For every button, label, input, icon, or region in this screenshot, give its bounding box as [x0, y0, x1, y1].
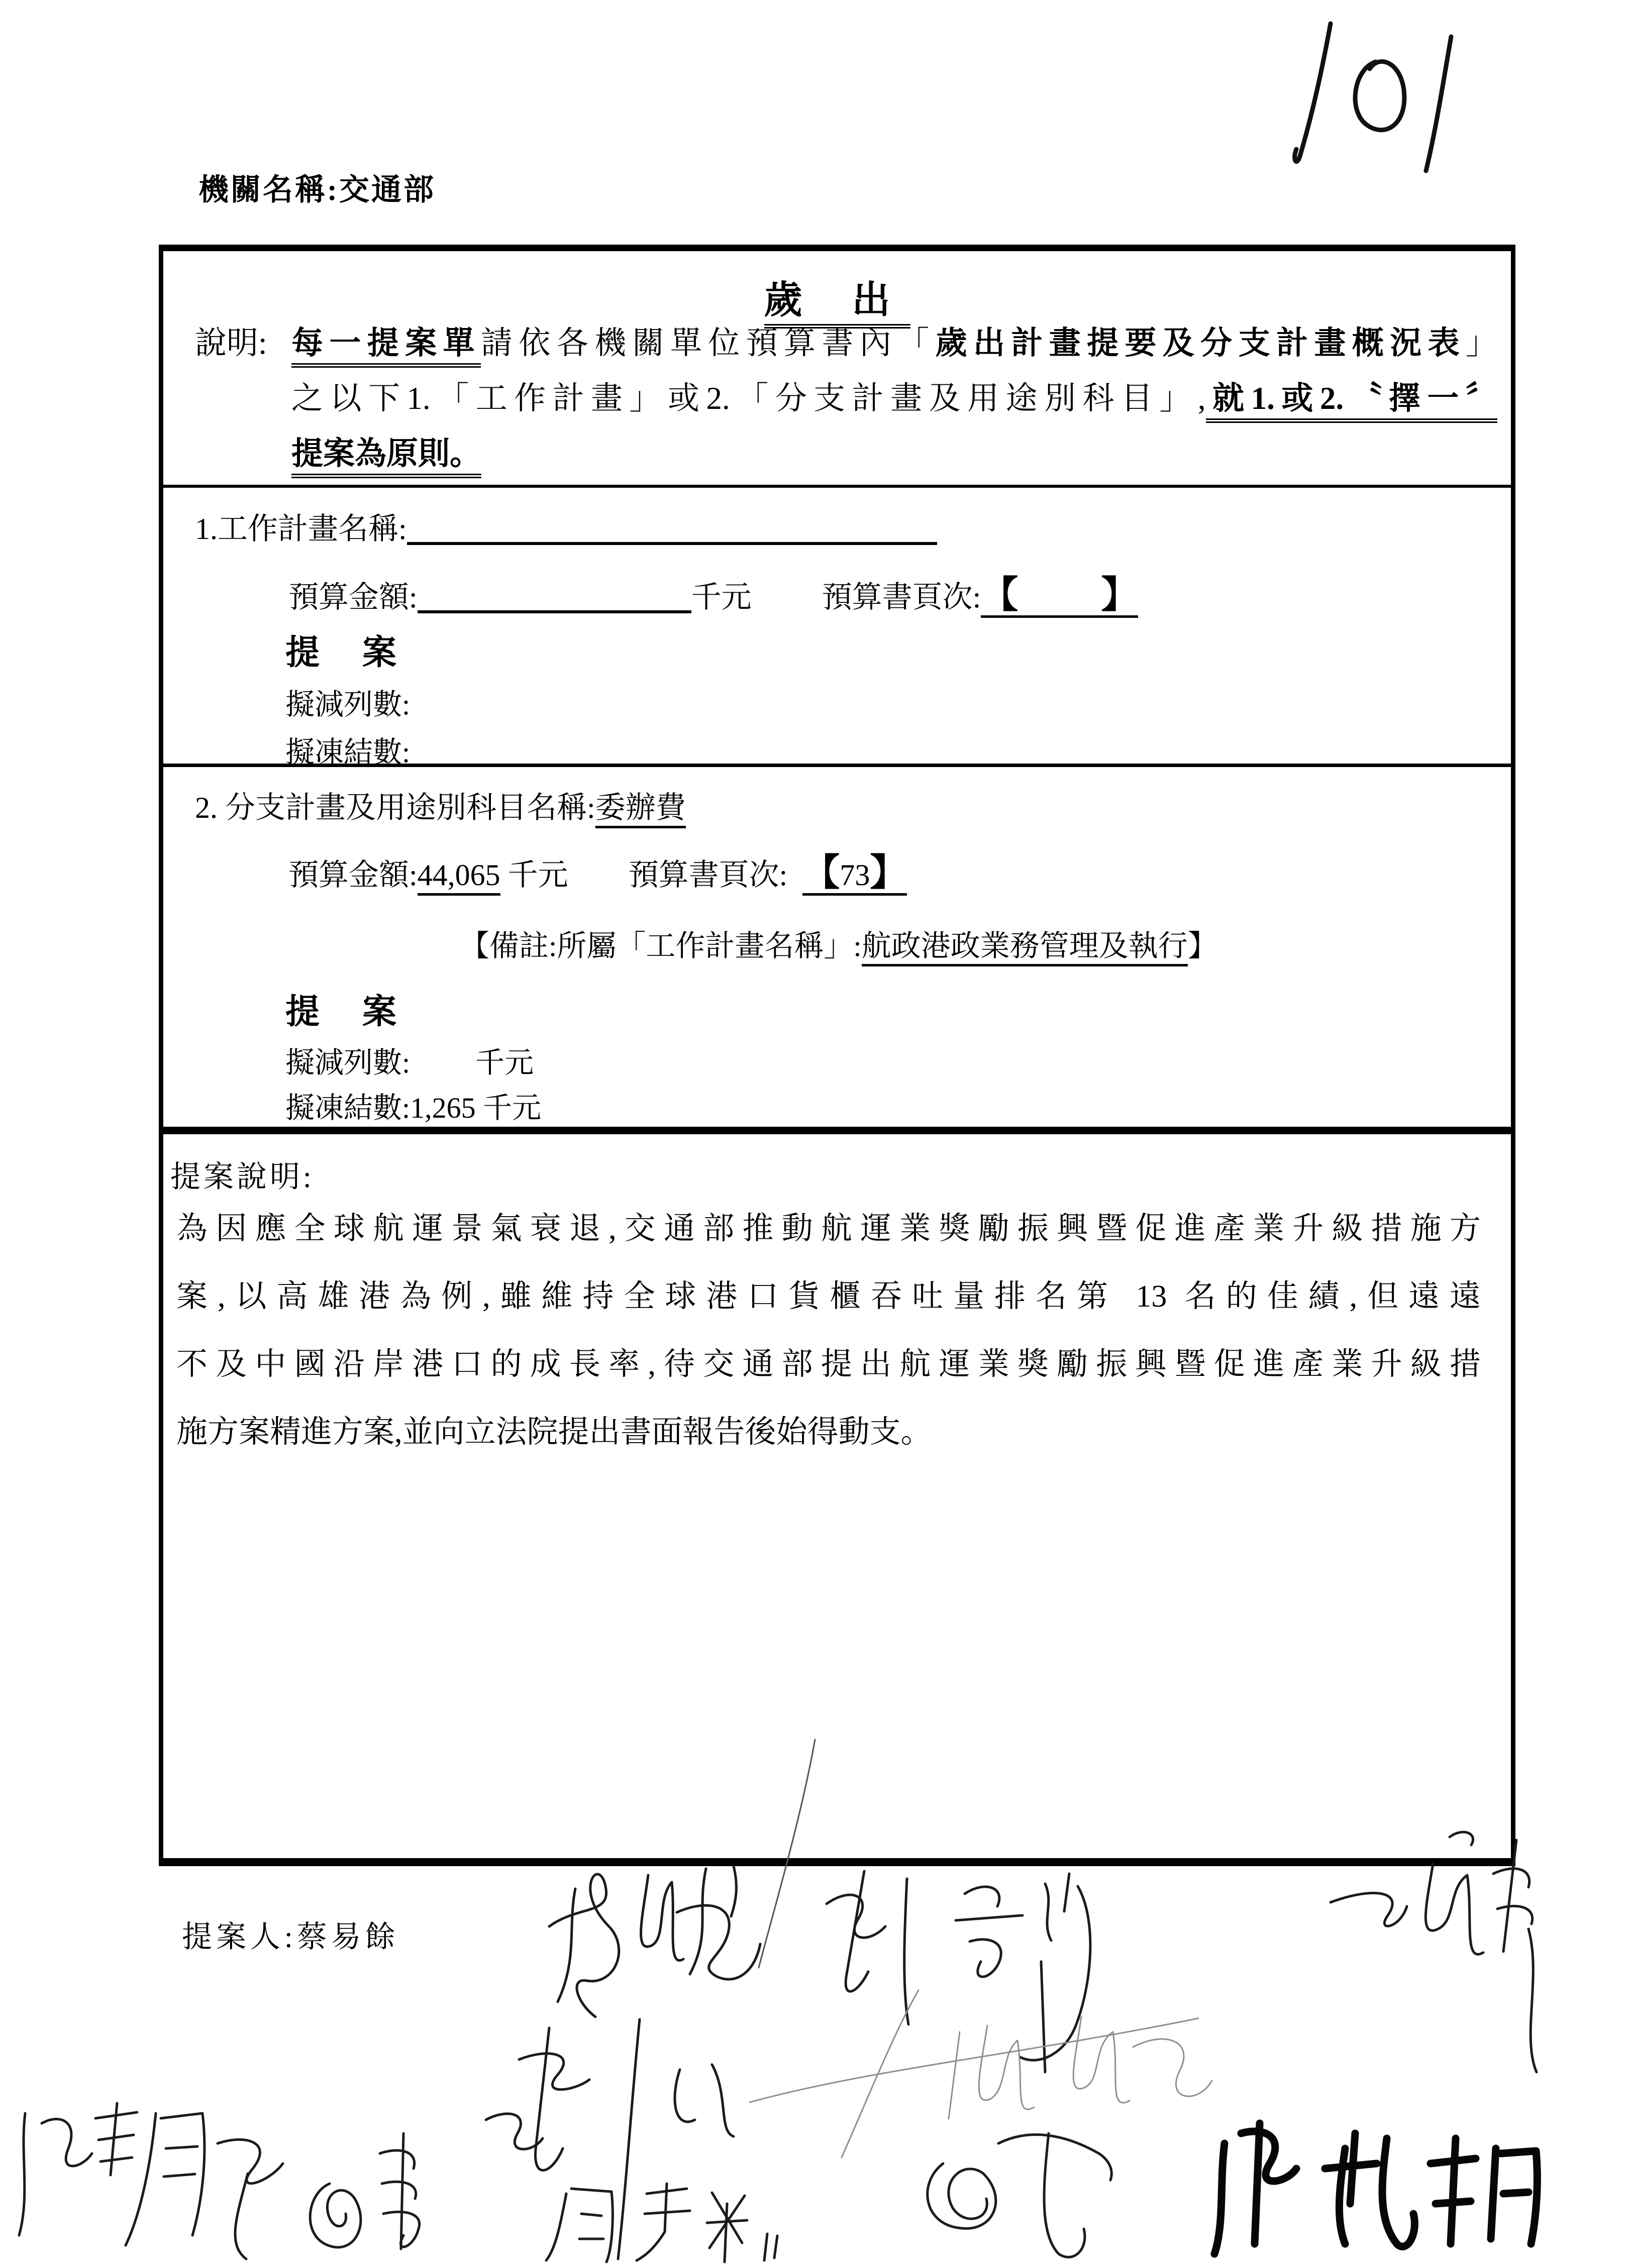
explanation-line: 不及中國沿岸港口的成長率,待交通部提出航運業獎勵振興暨促進產業升級措 — [176, 1347, 1481, 1381]
instructions-emph-2: 歲出計畫提要及分支計畫概況表 — [935, 326, 1466, 361]
reduce-unit: 千元 — [475, 1046, 534, 1079]
budget-amount-label: 預算金額: — [288, 858, 418, 892]
explanation-paragraph — [176, 1195, 1481, 1466]
explanation-line: 施方案精進方案,並向立法院提出書面報告後始得動支。 — [176, 1415, 932, 1449]
section2-subject-row — [195, 784, 686, 827]
instructions-line-1 — [291, 315, 1497, 371]
section1-proposal-heading: 提 案 — [285, 633, 414, 672]
instructions-text: 之以下1.「工作計畫」或2.「分支計畫及用途別科目」, — [291, 381, 1206, 416]
handwritten-page-number-101 — [1271, 8, 1487, 178]
instructions-block — [195, 315, 1507, 481]
section2-reduce-row — [285, 1039, 534, 1081]
budget-page-value — [802, 852, 907, 896]
section1-plan-name-row — [195, 505, 937, 548]
instructions-line-3 — [291, 426, 1497, 481]
instructions-emph-1: 每一提案單 — [291, 326, 481, 368]
section1-freeze-label: 擬凍結數: — [285, 736, 411, 769]
instructions-line-2 — [291, 371, 1497, 426]
budget-unit: 千元 — [507, 858, 568, 892]
row-divider-thick — [163, 1127, 1511, 1134]
budget-unit: 千元 — [691, 581, 752, 614]
section2-freeze-row — [285, 1084, 541, 1126]
section2-reduce-label: 擬減列數: — [285, 1046, 411, 1079]
budget-amount-blank-field — [418, 605, 691, 613]
bracket-open: 【 — [802, 852, 840, 894]
bracket-open: 【 — [981, 575, 1018, 616]
instructions-label: 說明: — [195, 326, 267, 361]
note-suffix: 】 — [1187, 929, 1217, 962]
freeze-unit: 千元 — [483, 1092, 542, 1124]
budget-amount-label: 預算金額: — [288, 581, 418, 614]
instructions-text: 請依各機關單位預算書內「 — [480, 326, 936, 361]
section2-note-row — [460, 922, 1217, 964]
proposer-name: 蔡易餘 — [296, 1920, 399, 1954]
explanation-line: 案,以高雄港為例,雖維持全球港口貨櫃吞吐量排名第 13 名的佳績,但遠遠 — [176, 1279, 1481, 1314]
signature-7 — [175, 2122, 461, 2265]
signature-9 — [897, 2122, 1138, 2263]
row-divider — [163, 485, 1511, 488]
note-work-plan-name: 航政港政業務管理及執行 — [862, 929, 1188, 966]
proposer-line — [182, 1913, 399, 1956]
explanation-line: 為因應全球航運景氣衰退,交通部推動航運業獎勵振興暨促進產業升級措施方 — [176, 1212, 1481, 1246]
budget-page-label: 預算書頁次: — [628, 858, 788, 892]
page-number: 73 — [840, 858, 870, 892]
budget-page-blank-brackets — [981, 575, 1139, 618]
form-title-text: 歲 出 — [764, 279, 910, 329]
instructions-emph-3: 就1.或2.〝擇一〞 — [1206, 381, 1497, 423]
bracket-close: 】 — [870, 852, 907, 894]
signature-10 — [1193, 2102, 1550, 2268]
proposal-form-table — [159, 245, 1515, 1866]
signature-8 — [535, 2173, 786, 2263]
note-prefix: 【備註:所屬「工作計畫名稱」: — [460, 929, 862, 962]
explanation-label: 提案說明: — [170, 1160, 315, 1194]
proposer-label: 提案人: — [182, 1920, 297, 1954]
instructions-text: 」 — [1466, 326, 1498, 361]
agency-name-line: 機關名稱:交通部 — [198, 173, 436, 206]
section1-reduce-label: 擬減列數: — [285, 688, 411, 721]
section2-subject-label: 2. 分支計畫及用途別科目名稱: — [195, 791, 595, 824]
bracket-close: 】 — [1101, 575, 1139, 616]
section2-freeze-label: 擬凍結數: — [285, 1092, 411, 1124]
signature-3 — [1301, 1826, 1588, 2077]
plan-name-blank-field — [407, 537, 937, 545]
section2-subject-value: 委辦費 — [595, 791, 686, 828]
section2-freeze-value: 1,265 — [410, 1092, 476, 1124]
budget-page-label: 預算書頁次: — [822, 581, 981, 614]
section1-plan-name-label: 1.工作計畫名稱: — [195, 512, 407, 546]
instructions-emph-4: 提案為原則。 — [291, 436, 481, 478]
section2-budget-row — [288, 843, 907, 896]
section2-proposal-heading: 提 案 — [285, 993, 414, 1031]
budget-amount-value: 44,065 — [418, 858, 500, 896]
section1-budget-row — [288, 565, 1138, 618]
